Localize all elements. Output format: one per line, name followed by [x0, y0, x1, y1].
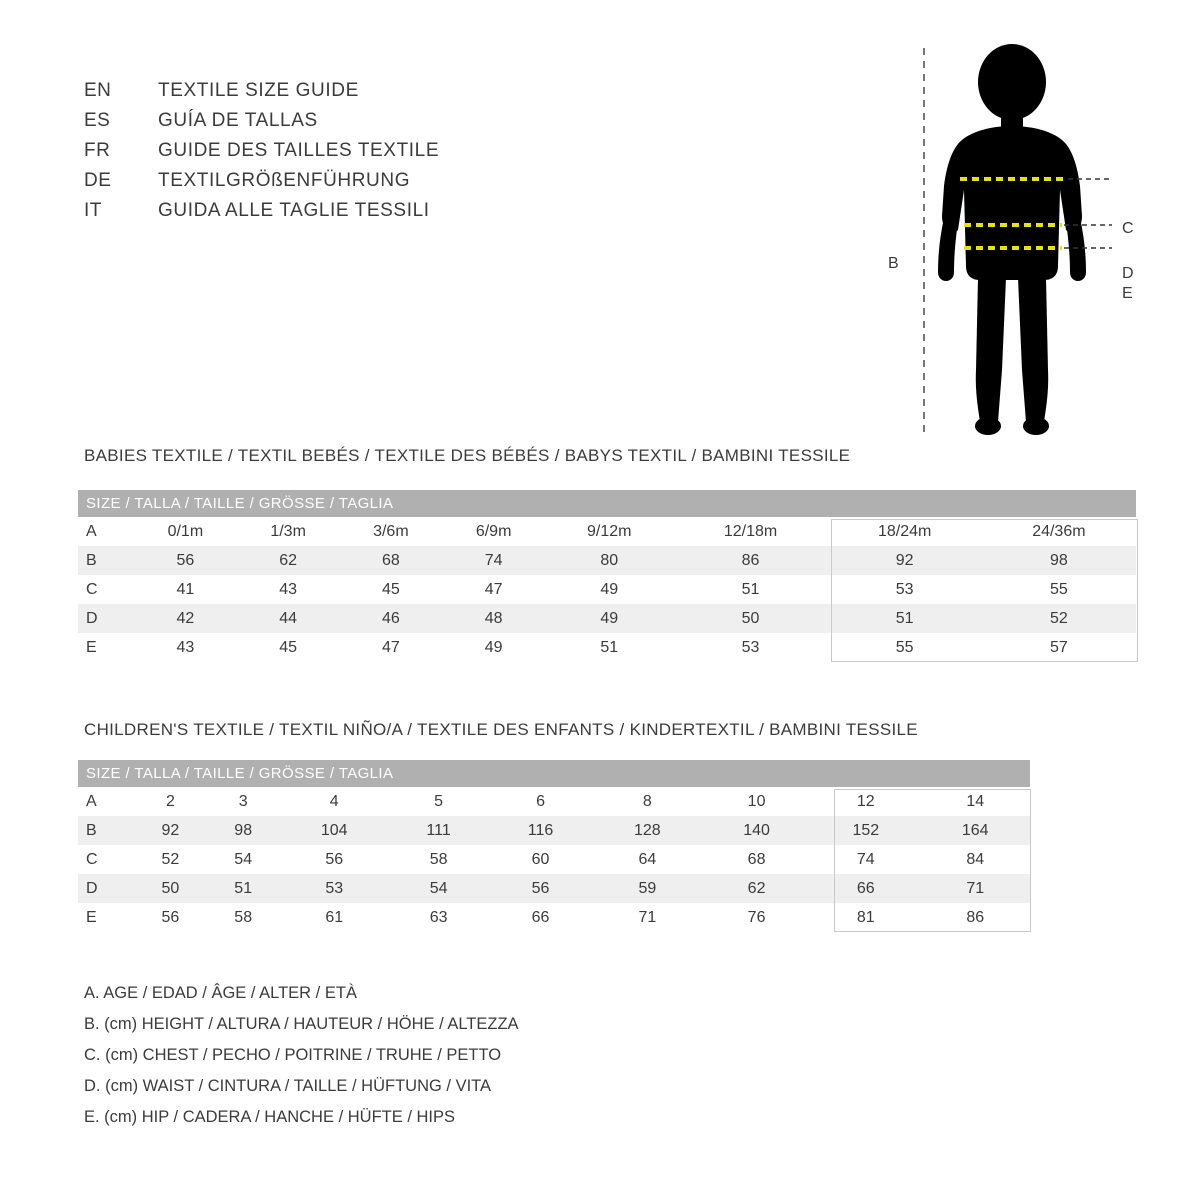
cell: 47: [340, 633, 443, 662]
cell: 60: [488, 845, 592, 874]
title-lang-en: EN: [84, 80, 112, 101]
cell: 43: [237, 575, 340, 604]
cell: 104: [280, 816, 389, 845]
cell: 44: [237, 604, 340, 633]
legend-item-c: C. (cm) CHEST / PECHO / POITRINE / TRUHE / PETTO: [84, 1046, 502, 1064]
table-row: [78, 517, 1136, 546]
cell: 128: [593, 816, 702, 845]
row-label-e: E: [78, 903, 134, 932]
legend-item-e: E. (cm) HIP / CADERA / HANCHE / HÜFTE / HIPS: [84, 1108, 455, 1126]
cell: 12: [811, 787, 920, 816]
cell: 55: [828, 633, 982, 662]
cell: 53: [828, 575, 982, 604]
cell: 3/6m: [340, 517, 443, 546]
title-text-es: GUÍA DE TALLAS: [158, 110, 318, 131]
row-label-a: A: [78, 517, 134, 546]
cell: 68: [340, 546, 443, 575]
cell: 81: [811, 903, 920, 932]
cell: 54: [389, 874, 489, 903]
cell: 57: [982, 633, 1136, 662]
cell: 64: [593, 845, 702, 874]
cell: 9/12m: [545, 517, 673, 546]
table-caption-row: [78, 760, 1030, 787]
table-row: [78, 787, 1030, 816]
cell: 14: [920, 787, 1030, 816]
cell: 18/24m: [828, 517, 982, 546]
cell: 92: [134, 816, 207, 845]
cell: 61: [280, 903, 389, 932]
title-text-de: TEXTILGRÖßENFÜHRUNG: [158, 170, 411, 191]
cell: 1/3m: [237, 517, 340, 546]
table-row: [78, 845, 1030, 874]
row-label-d: D: [78, 874, 134, 903]
figure-label-c: C: [1122, 220, 1134, 237]
cell: 58: [207, 903, 280, 932]
cell: 51: [545, 633, 673, 662]
cell: 140: [702, 816, 811, 845]
cell: 68: [702, 845, 811, 874]
cell: 71: [920, 874, 1030, 903]
cell: 71: [593, 903, 702, 932]
cell: 59: [593, 874, 702, 903]
title-row: [84, 140, 704, 170]
cell: 98: [982, 546, 1136, 575]
cell: 4: [280, 787, 389, 816]
children-section-heading: CHILDREN'S TEXTILE / TEXTIL NIÑO/A / TEXTILE DES ENFANTS / KINDERTEXTIL / BAMBINI TESSILE: [84, 720, 918, 739]
cell: 12/18m: [673, 517, 827, 546]
cell: 50: [673, 604, 827, 633]
title-text-en: TEXTILE SIZE GUIDE: [158, 80, 359, 101]
row-label-d: D: [78, 604, 134, 633]
babies-size-table: [78, 490, 1136, 662]
title-block: [84, 80, 704, 230]
cell: 84: [920, 845, 1030, 874]
row-label-e: E: [78, 633, 134, 662]
legend-item-d: D. (cm) WAIST / CINTURA / TAILLE / HÜFTUNG / VITA: [84, 1077, 492, 1095]
title-lang-fr: FR: [84, 140, 111, 161]
title-row: [84, 80, 704, 110]
table-row: [78, 816, 1030, 845]
cell: 41: [134, 575, 237, 604]
cell: 56: [280, 845, 389, 874]
cell: 24/36m: [982, 517, 1136, 546]
title-lang-es: ES: [84, 110, 111, 131]
cell: 74: [811, 845, 920, 874]
title-text-fr: GUIDE DES TAILLES TEXTILE: [158, 140, 440, 161]
cell: 49: [442, 633, 545, 662]
legend-item-a: A. AGE / EDAD / ÂGE / ALTER / ETÀ: [84, 984, 357, 1002]
table-row: [78, 575, 1136, 604]
table-row: [78, 874, 1030, 903]
cell: 66: [811, 874, 920, 903]
cell: 53: [280, 874, 389, 903]
babies-table-caption: SIZE / TALLA / TAILLE / GRÖSSE / TAGLIA: [78, 490, 1136, 517]
legend-item-b: B. (cm) HEIGHT / ALTURA / HAUTEUR / HÖHE / ALTEZZA: [84, 1015, 519, 1033]
cell: 50: [134, 874, 207, 903]
cell: 49: [545, 604, 673, 633]
row-label-b: B: [78, 816, 134, 845]
cell: 42: [134, 604, 237, 633]
figure-label-d: D: [1122, 265, 1134, 282]
cell: 3: [207, 787, 280, 816]
cell: 5: [389, 787, 489, 816]
child-silhouette: [938, 44, 1086, 435]
babies-section-heading: BABIES TEXTILE / TEXTIL BEBÉS / TEXTILE DES BÉBÉS / BABYS TEXTIL / BAMBINI TESSILE: [84, 446, 851, 465]
row-label-a: A: [78, 787, 134, 816]
children-size-table: [78, 760, 1030, 932]
cell: 66: [488, 903, 592, 932]
cell: 63: [389, 903, 489, 932]
cell: 86: [920, 903, 1030, 932]
cell: 164: [920, 816, 1030, 845]
table-row: [78, 546, 1136, 575]
cell: 58: [389, 845, 489, 874]
cell: 0/1m: [134, 517, 237, 546]
cell: 10: [702, 787, 811, 816]
cell: 43: [134, 633, 237, 662]
body-measurement-figure: [860, 40, 1160, 440]
cell: 6: [488, 787, 592, 816]
cell: 76: [702, 903, 811, 932]
table-row: [78, 633, 1136, 662]
cell: 62: [237, 546, 340, 575]
cell: 51: [207, 874, 280, 903]
title-row: [84, 110, 704, 140]
cell: 80: [545, 546, 673, 575]
cell: 56: [488, 874, 592, 903]
title-row: [84, 170, 704, 200]
row-label-c: C: [78, 845, 134, 874]
cell: 53: [673, 633, 827, 662]
cell: 6/9m: [442, 517, 545, 546]
cell: 8: [593, 787, 702, 816]
title-lang-de: DE: [84, 170, 112, 191]
cell: 48: [442, 604, 545, 633]
cell: 49: [545, 575, 673, 604]
cell: 62: [702, 874, 811, 903]
cell: 51: [828, 604, 982, 633]
figure-label-b: B: [888, 255, 899, 272]
cell: 46: [340, 604, 443, 633]
cell: 52: [982, 604, 1136, 633]
children-table-caption: SIZE / TALLA / TAILLE / GRÖSSE / TAGLIA: [78, 760, 1030, 787]
cell: 92: [828, 546, 982, 575]
cell: 152: [811, 816, 920, 845]
cell: 45: [340, 575, 443, 604]
cell: 111: [389, 816, 489, 845]
title-lang-it: IT: [84, 200, 102, 221]
cell: 51: [673, 575, 827, 604]
cell: 2: [134, 787, 207, 816]
figure-label-e: E: [1122, 285, 1133, 302]
figure-svg: [860, 40, 1160, 440]
title-text-it: GUIDA ALLE TAGLIE TESSILI: [158, 200, 430, 221]
cell: 86: [673, 546, 827, 575]
table-caption-row: [78, 490, 1136, 517]
measurement-legend: [84, 978, 519, 1133]
row-label-b: B: [78, 546, 134, 575]
table-row: [78, 604, 1136, 633]
cell: 52: [134, 845, 207, 874]
cell: 54: [207, 845, 280, 874]
title-row: [84, 200, 704, 230]
cell: 56: [134, 546, 237, 575]
row-label-c: C: [78, 575, 134, 604]
cell: 55: [982, 575, 1136, 604]
cell: 98: [207, 816, 280, 845]
cell: 56: [134, 903, 207, 932]
cell: 45: [237, 633, 340, 662]
cell: 74: [442, 546, 545, 575]
cell: 116: [488, 816, 592, 845]
table-row: [78, 903, 1030, 932]
cell: 47: [442, 575, 545, 604]
